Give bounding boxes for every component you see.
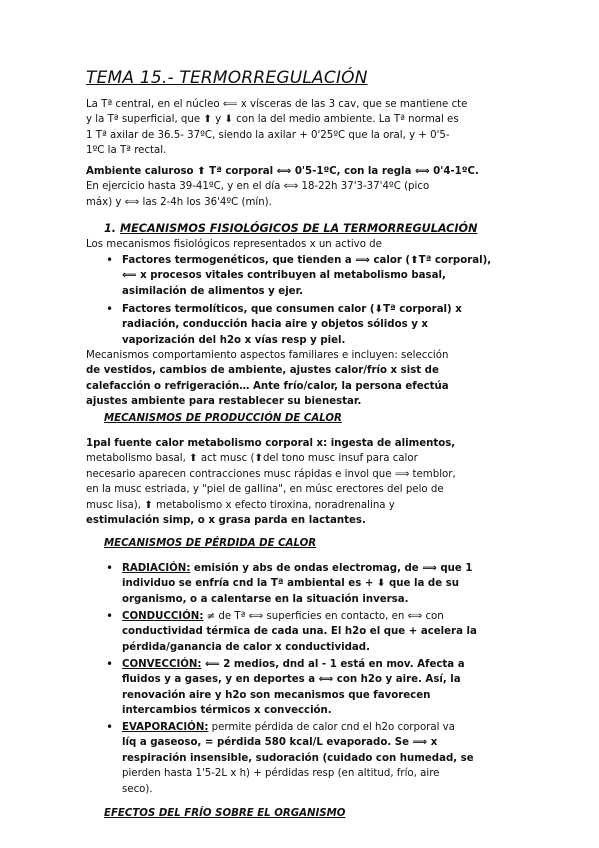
section-heading-text: MECANISMOS FISIOLÓGICOS DE LA TERMORREGULACIÓN xyxy=(119,222,478,235)
production-line: metabolismo basal, ⬆ act musc (⬆del tono musc insuf para calor xyxy=(86,453,418,465)
ambiente-paragraph xyxy=(86,164,516,210)
bullet-line: pierden hasta 1'5-2L x h) + pérdidas resp (en altitud, frío, aire xyxy=(122,768,440,780)
bullet-icon: • xyxy=(106,561,114,575)
production-paragraph xyxy=(86,436,516,528)
bullet-line: fluidos y a gases, y en deportes a ⟺ con h2o y aire. Así, la xyxy=(122,674,461,686)
bullet-radiacion xyxy=(122,561,515,607)
section-number: 1. xyxy=(104,222,117,235)
intro-line: La Tª central, en el núcleo ⟸ x vísceras de las 3 cav, que se mantiene cte xyxy=(86,99,468,110)
section-heading-fisiologicos xyxy=(104,222,477,235)
bullet-line: intercambios térmicos x convección. xyxy=(122,705,332,717)
bullet-line: ⟸ 2 medios, dnd al - 1 está en mov. Afecta a xyxy=(201,659,465,670)
bullet-line: pérdida/ganancia de calor x conductividad. xyxy=(122,641,370,653)
bullet-line: vaporización del h2o x vías resp y piel. xyxy=(122,334,346,346)
bullet-icon: • xyxy=(106,302,114,316)
term-label: EVAPORACIÓN: xyxy=(122,722,209,733)
bullet-line: individuo se enfría cnd la Tª ambiental es + ⬇ que la de su xyxy=(122,578,459,590)
bullet-line: respiración insensible, sudoración (cuidado con humedad, se xyxy=(122,752,474,764)
bullet-line: ⟸ x procesos vitales contribuyen al metabolismo basal, xyxy=(122,270,446,282)
bullet-line: radiación, conducción hacia aire y objetos sólidos y x xyxy=(122,319,428,331)
bullet-line: asimilación de alimentos y ejer. xyxy=(122,285,304,297)
bullet-termogeneticos xyxy=(122,253,515,299)
bullet-line: líq a gaseoso, = pérdida 580 kcal/L evaporado. Se ⟹ x xyxy=(122,737,438,749)
section1-lead-line: Los mecanismos fisiológicos representados x un activo de xyxy=(86,239,382,250)
bullet-line: Factores termolíticos, que consumen calor (⬇Tª corporal) x xyxy=(122,304,462,315)
subheading-perdida: MECANISMOS DE PÉRDIDA DE CALOR xyxy=(104,538,317,549)
production-line: necesario aparecen contracciones musc rápidas e invol que ⟹ temblor, xyxy=(86,468,456,480)
subheading-produccion: MECANISMOS DE PRODUCCIÓN DE CALOR xyxy=(104,413,342,424)
ambiente-line: máx) y ⟺ las 2-4h los 36'4ºC (mín). xyxy=(86,196,272,208)
intro-paragraph xyxy=(86,97,516,159)
behaviour-paragraph xyxy=(86,348,516,410)
term-label: RADIACIÓN: xyxy=(122,563,191,574)
bullet-conduccion xyxy=(122,609,515,655)
subheading-frio: EFECTOS DEL FRÍO SOBRE EL ORGANISMO xyxy=(104,808,346,819)
bullet-termoliticos xyxy=(122,302,515,348)
bullet-line: ≠ de Tª ⟺ superficies en contacto, en ⟺ con xyxy=(203,611,444,622)
production-line: estimulación simp, o x grasa parda en lactantes. xyxy=(86,515,366,527)
term-label: CONDUCCIÓN: xyxy=(122,611,204,622)
bullet-line: emisión y abs de ondas electromag, de ⟹ que 1 xyxy=(190,563,473,574)
behaviour-line: calefacción o refrigeración… Ante frío/calor, la persona efectúa xyxy=(86,380,449,392)
bullet-icon: • xyxy=(106,720,114,734)
intro-line: 1 Tª axilar de 36.5- 37ºC, siendo la axilar + 0'25ºC que la oral, y + 0'5- xyxy=(86,129,450,141)
bullet-line: permite pérdida de calor cnd el h2o corporal va xyxy=(208,722,455,733)
production-line: en la musc estriada, y "piel de gallina", en músc erectores del pelo de xyxy=(86,484,444,496)
page-title: TEMA 15.- TERMORREGULACIÓN xyxy=(86,68,368,88)
production-line: musc lisa), ⬆ metabolismo x efecto tiroxina, noradrenalina y xyxy=(86,499,395,511)
bullet-icon: • xyxy=(106,657,114,671)
behaviour-line: Mecanismos comportamiento aspectos familiares e incluyen: selección xyxy=(86,350,449,361)
bullet-icon: • xyxy=(106,609,114,623)
bullet-evaporacion xyxy=(122,720,515,797)
section1-lead xyxy=(86,237,516,252)
bullet-conveccion xyxy=(122,657,515,719)
ambiente-line: Ambiente caluroso ⬆ Tª corporal ⟺ 0'5-1ºC, con la regla ⟺ 0'4-1ºC. xyxy=(86,166,479,177)
ambiente-line: En ejercicio hasta 39-41ºC, y en el día ⟺ 18-22h 37'3-37'4ºC (pico xyxy=(86,181,430,193)
intro-line: y la Tª superficial, que ⬆ y ⬇ con la del medio ambiente. La Tª normal es xyxy=(86,114,459,126)
bullet-icon: • xyxy=(106,253,114,267)
bullet-line: renovación aire y h2o son mecanismos que favorecen xyxy=(122,689,431,701)
bullet-line: Factores termogenéticos, que tienden a ⟹ calor (⬆Tª corporal), xyxy=(122,255,492,266)
bullet-line: conductividad térmica de cada una. El h2o el que + acelera la xyxy=(122,626,477,638)
term-label: CONVECCIÓN: xyxy=(122,659,202,670)
bullet-line: seco). xyxy=(122,783,153,795)
behaviour-line: de vestidos, cambios de ambiente, ajustes calor/frío x sist de xyxy=(86,365,439,377)
behaviour-line: ajustes ambiente para restablecer su bienestar. xyxy=(86,396,362,408)
intro-line: 1ºC la Tª rectal. xyxy=(86,145,167,157)
production-line: 1pal fuente calor metabolismo corporal x: ingesta de alimentos, xyxy=(86,438,456,449)
bullet-line: organismo, o a calentarse en la situación inversa. xyxy=(122,593,409,605)
